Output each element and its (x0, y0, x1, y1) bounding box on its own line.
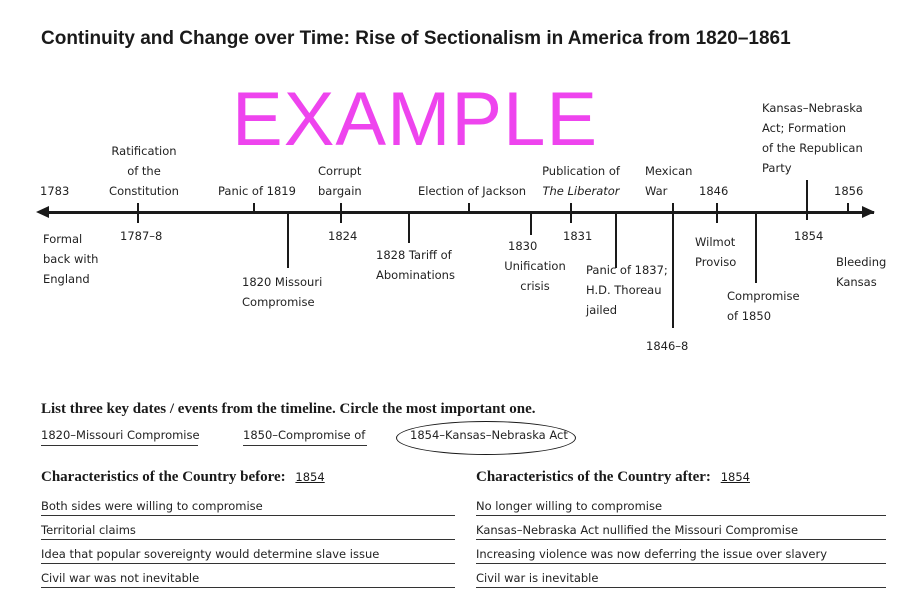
before-heading: Characteristics of the Country before: 1854 (41, 469, 325, 485)
label-liberator: Publication of The Liberator (542, 164, 620, 198)
label-panic-1819: Panic of 1819 (218, 184, 296, 198)
after-row-2: Kansas–Nebraska Act nullified the Missouri Compromise (476, 523, 799, 537)
label-1846: 1846 (699, 184, 729, 198)
tick-1854 (806, 180, 808, 220)
key-date-1-underline (41, 445, 198, 446)
label-1854: 1854 (794, 229, 824, 243)
label-bleeding-kansas: Bleeding Kansas (836, 255, 887, 289)
tick-1828 (408, 213, 410, 243)
label-nullification: 1830 Unification crisis (504, 239, 566, 293)
before-row-4: Civil war was not inevitable (41, 571, 200, 585)
label-compromise-1850: Compromise of 1850 (727, 289, 800, 323)
before-row-1: Both sides were willing to compromise (41, 499, 263, 513)
after-year: 1854 (720, 470, 750, 484)
tick-1850 (755, 213, 757, 283)
after-heading: Characteristics of the Country after: 1854 (476, 469, 750, 485)
before-row-3: Idea that popular sovereignty would determine slave issue (41, 547, 380, 561)
arrow-left-icon (36, 206, 49, 218)
label-mexican-war: Mexican War (645, 164, 693, 198)
example-watermark: EXAMPLE (232, 77, 599, 162)
tick-jackson (468, 203, 470, 213)
key-date-3: 1854–Kansas–Nebraska Act (410, 428, 568, 442)
before-line-1 (41, 515, 455, 516)
before-line-3 (41, 563, 455, 564)
label-formal-england: Formal back with England (43, 232, 99, 286)
after-line-1 (476, 515, 886, 516)
label-kansas-nebraska: Kansas–Nebraska Act; Formation of the Republican Party (762, 101, 863, 175)
before-line-4 (41, 587, 455, 588)
label-1856: 1856 (834, 184, 864, 198)
label-ratification: Ratification of the Constitution (109, 144, 179, 198)
page-title: Continuity and Change over Time: Rise of Sectionalism in America from 1820–1861 (41, 28, 791, 49)
tick-1831 (570, 203, 572, 223)
after-line-4 (476, 587, 886, 588)
label-missouri-compromise: 1820 Missouri Compromise (242, 275, 323, 309)
tick-1820 (287, 213, 289, 268)
after-row-1: No longer willing to compromise (476, 499, 663, 513)
tick-1819 (253, 203, 255, 213)
label-1824: 1824 (328, 229, 358, 243)
after-line-2 (476, 539, 886, 540)
after-line-3 (476, 563, 886, 564)
before-row-2: Territorial claims (41, 523, 136, 537)
key-date-2-underline (243, 445, 367, 446)
label-tariff: 1828 Tariff of Abominations (376, 248, 455, 282)
arrow-right-icon (862, 206, 875, 218)
before-year: 1854 (295, 470, 325, 484)
label-election-jackson: Election of Jackson (418, 184, 527, 198)
key-date-1: 1820–Missouri Compromise (41, 428, 200, 442)
label-wilmot-proviso: Wilmot Proviso (695, 235, 737, 269)
tick-1846-8 (672, 203, 674, 328)
tick-1824 (340, 203, 342, 223)
before-line-2 (41, 539, 455, 540)
label-1783: 1783 (40, 184, 70, 198)
tick-1787 (137, 203, 139, 223)
key-date-2: 1850–Compromise of (243, 428, 366, 442)
after-row-3: Increasing violence was now deferring the issue over slavery (476, 547, 828, 561)
label-1831: 1831 (563, 229, 593, 243)
timeline-axis (40, 211, 874, 214)
tick-1846 (716, 203, 718, 223)
label-panic-1837: Panic of 1837; H.D. Thoreau jailed (586, 263, 668, 317)
label-corrupt-bargain: Corrupt bargain (318, 164, 362, 198)
tick-1830 (530, 213, 532, 235)
label-1846-8: 1846–8 (646, 339, 689, 353)
tick-1856 (847, 203, 849, 213)
after-row-4: Civil war is inevitable (476, 571, 599, 585)
key-dates-heading: List three key dates / events from the timeline. Circle the most important one. (41, 401, 536, 417)
label-1787: 1787–8 (120, 229, 163, 243)
